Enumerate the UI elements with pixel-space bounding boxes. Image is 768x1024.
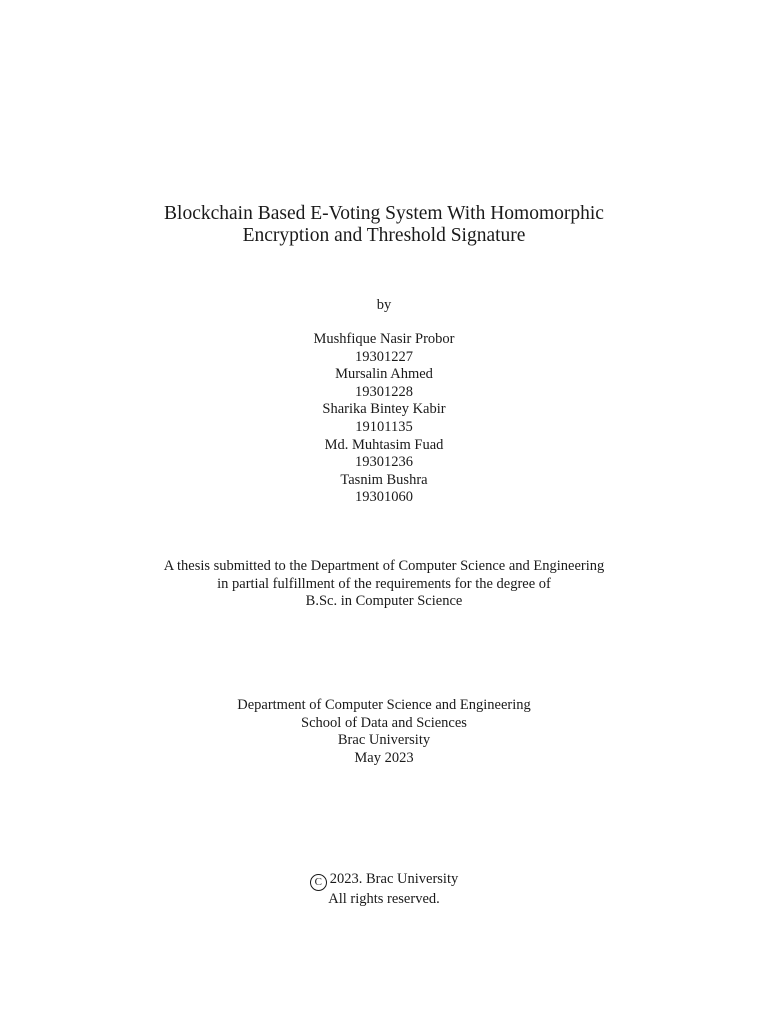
author-name: Mushfique Nasir Probor (313, 331, 455, 347)
copyright-line (0, 871, 768, 891)
author-list (0, 331, 768, 507)
department-name: Department of Computer Science and Engineering (237, 697, 531, 713)
author-id: 19301227 (355, 348, 413, 365)
author-id: 19301228 (355, 383, 413, 400)
rights-reserved: All rights reserved. (328, 891, 440, 907)
by-label: by (376, 297, 392, 313)
thesis-title-line-1: Blockchain Based E-Voting System With Homomorphic (164, 203, 604, 224)
author-id: 19301060 (355, 489, 413, 506)
submission-date: May 2023 (354, 749, 414, 766)
author-name: Sharika Bintey Kabir (322, 401, 446, 418)
statement-line-2: in partial fulfillment of the requirements for the degree of (217, 575, 551, 592)
university-name: Brac University (337, 732, 431, 749)
author-name: Tasnim Bushra (340, 471, 428, 488)
institution-block (0, 697, 768, 767)
thesis-title-line-2: Encryption and Threshold Signature (242, 225, 526, 246)
author-id: 19101135 (355, 418, 413, 435)
thesis-title (0, 203, 768, 247)
thesis-statement (0, 558, 768, 611)
statement-line-3: B.Sc. in Computer Science (305, 593, 463, 610)
copyright-block (0, 871, 768, 909)
author-name: Mursalin Ahmed (335, 366, 433, 383)
copyright-icon: C (310, 874, 327, 891)
statement-line-1: A thesis submitted to the Department of Computer Science and Engineering (163, 558, 605, 574)
author-id: 19301236 (355, 454, 413, 471)
copyright-text: 2023. Brac University (329, 871, 459, 887)
school-name: School of Data and Sciences (301, 714, 467, 731)
author-name: Md. Muhtasim Fuad (324, 436, 444, 453)
